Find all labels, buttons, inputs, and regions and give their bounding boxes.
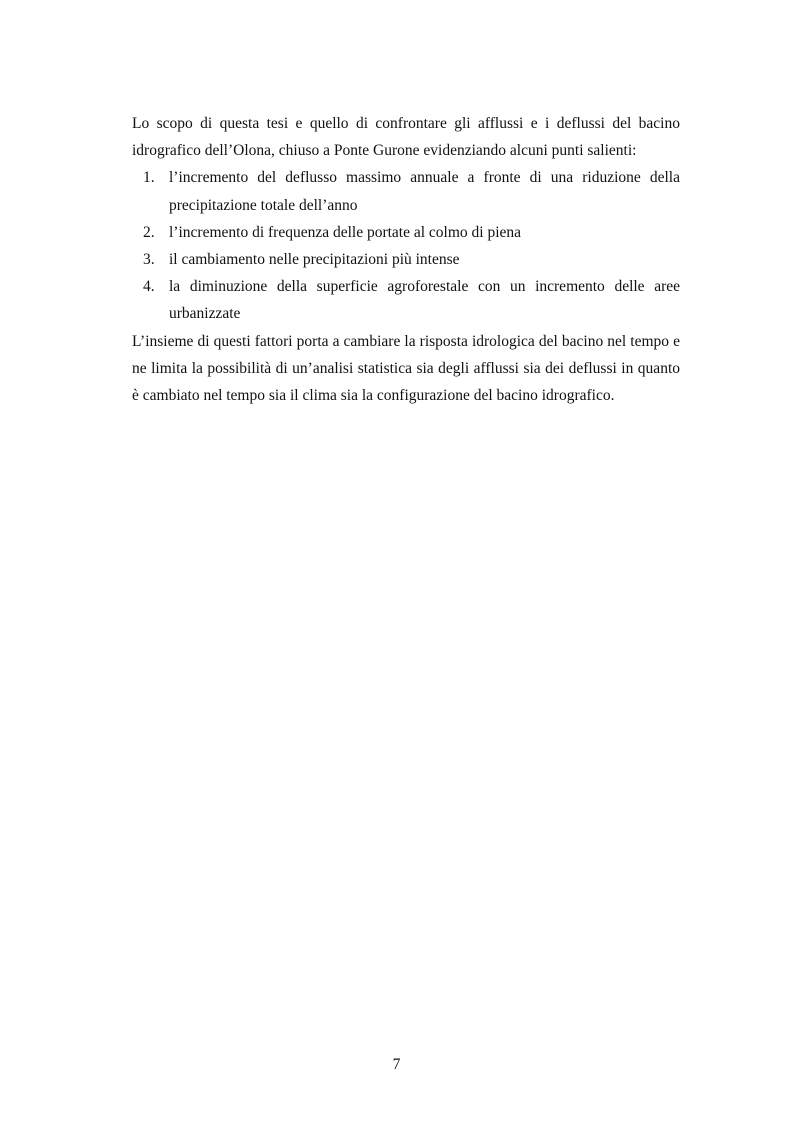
list-item	[132, 246, 680, 273]
list-item-text: il cambiamento nelle precipitazioni più intense	[169, 251, 460, 269]
list-item-number: 2.	[143, 223, 155, 241]
page-body	[132, 110, 680, 409]
conclusion-paragraph: L’insieme di questi fattori porta a cambiare la risposta idrologica del bacino nel tempo e ne limita la possibilità di un’analisi statistica sia degli afflussi sia dei deflussi in quanto è cambiato nel tempo sia il clima sia la configurazione del bacino idrografico.	[132, 332, 680, 405]
page-number: 7	[392, 1056, 401, 1073]
list-item	[132, 164, 680, 218]
list-item-number: 3.	[143, 251, 155, 269]
key-points-list	[132, 164, 680, 327]
list-item-text: l’incremento del deflusso massimo annuale a fronte di una riduzione della precipitazione totale dell’anno	[169, 169, 680, 214]
intro-paragraph: Lo scopo di questa tesi e quello di confrontare gli afflussi e i deflussi del bacino idrografico dell’Olona, chiuso a Ponte Gurone evidenziando alcuni punti salienti:	[132, 115, 680, 160]
list-item-number: 4.	[143, 278, 155, 296]
list-item-number: 1.	[143, 169, 155, 187]
list-item-text: l’incremento di frequenza delle portate al colmo di piena	[169, 223, 522, 241]
list-item	[132, 219, 680, 246]
list-item-text: la diminuzione della superficie agroforestale con un incremento delle aree urbanizzate	[169, 278, 680, 323]
list-item	[132, 273, 680, 327]
